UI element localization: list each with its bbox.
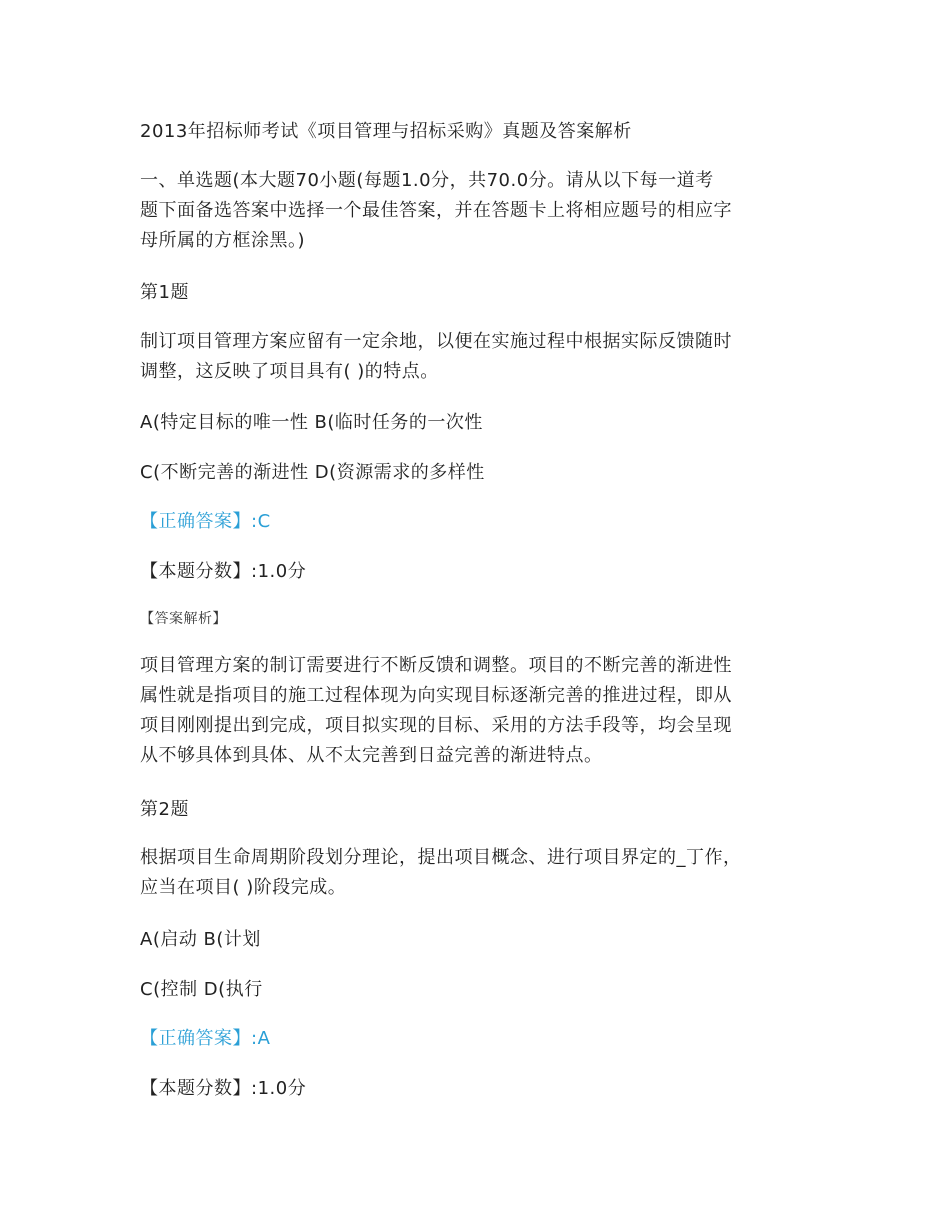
analysis-line: 项目刚刚提出到完成，项目拟实现的目标、采用的方法手段等，均会呈现 bbox=[140, 715, 732, 736]
correct-answer: 【正确答案】:C bbox=[140, 511, 271, 532]
question-options: A(特定目标的唯一性 B(临时任务的一次性 bbox=[140, 412, 483, 433]
question-score: 【本题分数】:1.0分 bbox=[140, 561, 307, 582]
question-stem-line: 制订项目管理方案应留有一定余地，以便在实施过程中根据实际反馈随时 bbox=[140, 331, 732, 352]
section-intro-line: 题下面备选答案中选择一个最佳答案，并在答题卡上将相应题号的相应字 bbox=[140, 200, 732, 221]
question-stem bbox=[140, 843, 820, 903]
question-options: A(启动 B(计划 bbox=[140, 929, 261, 950]
question-options: C(不断完善的渐进性 D(资源需求的多样性 bbox=[140, 462, 485, 483]
question-score: 【本题分数】:1.0分 bbox=[140, 1078, 307, 1099]
question-stem-line: 调整，这反映了项目具有( )的特点。 bbox=[140, 361, 439, 382]
analysis-line: 从不够具体到具体、从不太完善到日益完善的渐进特点。 bbox=[140, 745, 603, 766]
correct-answer: 【正确答案】:A bbox=[140, 1028, 271, 1049]
question-options: C(控制 D(执行 bbox=[140, 979, 263, 1000]
question-stem-line: 应当在项目( )阶段完成。 bbox=[140, 877, 347, 898]
analysis-line: 项目管理方案的制订需要进行不断反馈和调整。项目的不断完善的渐进性 bbox=[140, 655, 732, 676]
question-stem-line: 根据项目生命周期阶段划分理论，提出项目概念、进行项目界定的_丁作， bbox=[140, 847, 742, 868]
section-intro bbox=[140, 166, 820, 256]
section-intro-line: 一、单选题(本大题70小题(每题1.0分，共70.0分。请从以下每一道考 bbox=[140, 170, 714, 191]
analysis-text bbox=[140, 651, 820, 771]
document-title: 2013年招标师考试《项目管理与招标采购》真题及答案解析 bbox=[140, 121, 632, 142]
analysis-line: 属性就是指项目的施工过程体现为向实现目标逐渐完善的推进过程，即从 bbox=[140, 685, 732, 706]
section-intro-line: 母所属的方框涂黑。) bbox=[140, 230, 306, 251]
question-number: 第2题 bbox=[140, 799, 189, 820]
analysis-label: 【答案解析】 bbox=[140, 611, 227, 627]
question-stem bbox=[140, 327, 820, 387]
question-number: 第1题 bbox=[140, 282, 189, 303]
